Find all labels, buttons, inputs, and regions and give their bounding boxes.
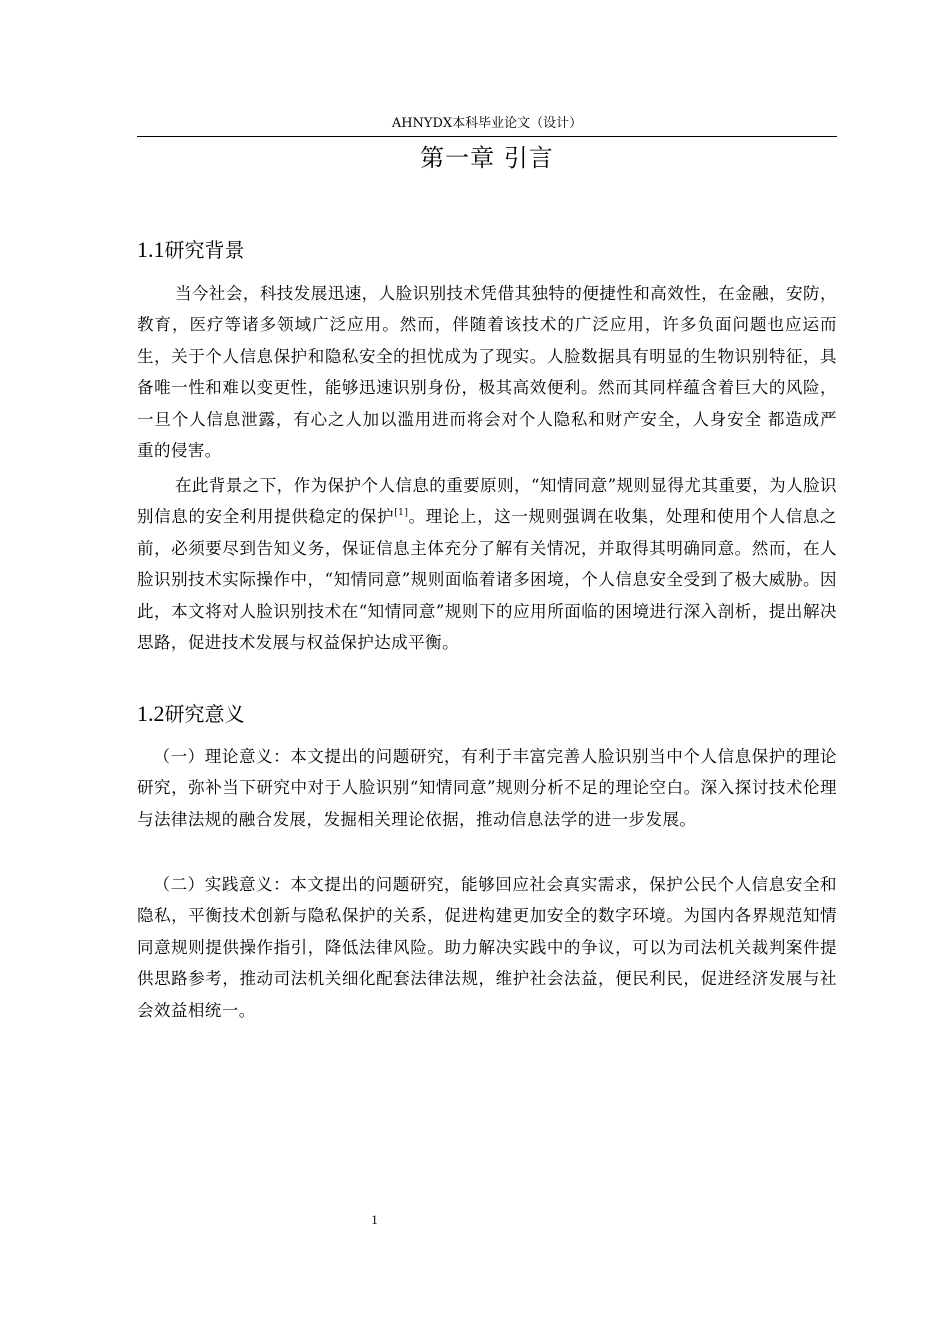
running-header: AHNYDX本科毕业论文（设计）	[391, 116, 583, 131]
paragraph-theoretical-significance: （一）理论意义：本文提出的问题研究，有利于丰富完善人脸识别当中个人信息保护的理论研究，弥补当下研究中对于人脸识别“知情同意”规则分析不足的理论空白。深入探讨技术伦理与法律法规的融合发展，发掘相关理论依据，推动信息法学的进一步发展。	[137, 747, 837, 829]
paragraph-background-1: 当今社会，科技发展迅速，人脸识别技术凭借其独特的便捷性和高效性，在金融，安防，教育，医疗等诸多领域广泛应用。然而，伴随着该技术的广泛应用，许多负面问题也应运而生，关于个人信息保护和隐私安全的担忧成为了现实。人脸数据具有明显的生物识别特征，具备唯一性和难以变更性，能够迅速识别身份，极其高效便利。然而其同样蕴含着巨大的风险，一旦个人信息泄露，有心之人加以滥用进而将会对个人隐私和财产安全，人身安全 都造成严重的侵害。	[137, 284, 837, 461]
section-number: 1.2	[137, 701, 165, 726]
section-heading-1-1	[137, 236, 245, 264]
section-number: 1.1	[137, 237, 165, 262]
section-title: 研究背景	[164, 238, 245, 262]
page-number: 1	[371, 1212, 378, 1227]
section-heading-1-2	[137, 700, 245, 728]
citation-ref: [1]	[394, 508, 409, 519]
paragraph-text: 。理论上，这一规则强调在收集，处理和使用个人信息之前，必须要尽到告知义务，保证信息主体充分了解有关情况，并取得其明确同意。然而，在人脸识别技术实际操作中，“知情同意”规则面临着诸多困境，个人信息安全受到了极大威胁。因此，本文将对人脸识别技术在“知情同意”规则下的应用所面临的困境进行深入剖析，提出解决思路，促进技术发展与权益保护达成平衡。	[137, 507, 838, 653]
header-rule	[137, 136, 837, 137]
paragraph-background-2	[137, 470, 837, 658]
section-title: 研究意义	[164, 702, 245, 726]
paragraph-text: 在此背景之下，作为保护个人信息的重要原则，“知情同意”规则显得尤其重要，为人脸识别信息的安全利用提供稳定的保护	[137, 476, 837, 527]
chapter-title: 第一章 引言	[420, 144, 554, 172]
paragraph-practical-significance: （二）实践意义：本文提出的问题研究，能够回应社会真实需求，保护公民个人信息安全和隐私，平衡技术创新与隐私保护的关系，促进构建更加安全的数字环境。为国内各界规范知情同意规则提供操作指引，降低法律风险。助力解决实践中的争议，可以为司法机关裁判案件提供思路参考，推动司法机关细化配套法律法规，维护社会法益，便民利民，促进经济发展与社会效益相统一。	[137, 875, 837, 1020]
